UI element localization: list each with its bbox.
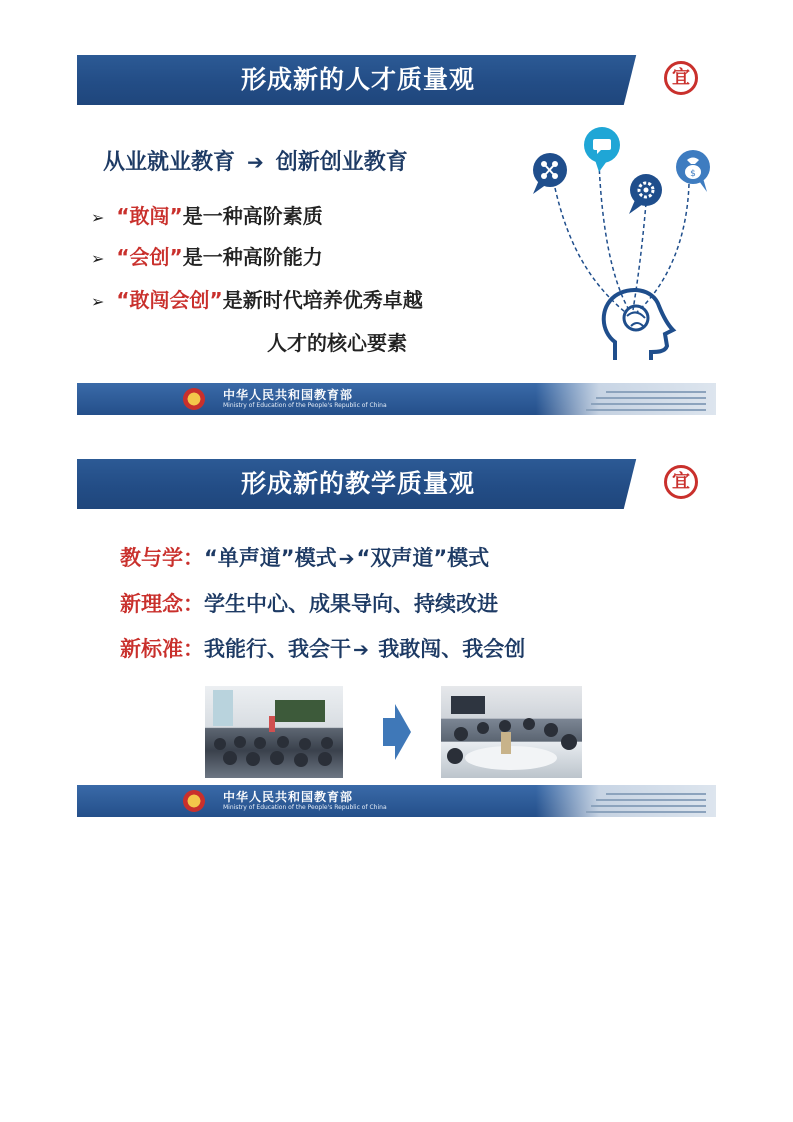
bullet-text: 是一种高阶素质 bbox=[182, 204, 323, 228]
innovation-illustration bbox=[517, 120, 716, 365]
slide-header bbox=[77, 459, 716, 509]
row-label: 新理念： bbox=[120, 592, 204, 616]
right-arrow-icon bbox=[383, 704, 411, 760]
school-logo-icon: 宜 bbox=[664, 61, 698, 95]
footer-ministry-cn: 中华人民共和国教育部 bbox=[223, 790, 354, 804]
bullet-quote: “会创” bbox=[116, 245, 183, 269]
building-image bbox=[536, 785, 716, 817]
national-emblem-icon bbox=[183, 790, 205, 812]
slide-teaching-quality bbox=[77, 459, 716, 817]
chat-icon bbox=[584, 127, 620, 172]
row-label: 新标准： bbox=[120, 637, 204, 661]
main-statement bbox=[103, 145, 408, 176]
teaching-row bbox=[120, 542, 489, 572]
right-arrow-icon: ➔ bbox=[247, 150, 264, 174]
head-icon bbox=[604, 290, 673, 360]
bullet-text: 是新时代培养优秀卓越 bbox=[222, 288, 423, 312]
logo-box bbox=[644, 55, 716, 105]
footer-ministry-en: Ministry of Education of the People's Republic of China bbox=[223, 402, 387, 409]
row-text: 学生中心、成果导向、持续改进 bbox=[204, 592, 498, 616]
row-text-2: 我敢闯、我会创 bbox=[370, 637, 526, 661]
logo-box bbox=[644, 459, 716, 509]
main-to: 创新创业教育 bbox=[275, 150, 408, 175]
ministry-footer bbox=[77, 785, 716, 817]
footer-ministry-cn: 中华人民共和国教育部 bbox=[223, 388, 354, 402]
main-from: 从业就业教育 bbox=[103, 150, 236, 175]
row-text: “单声道”模式 bbox=[204, 546, 337, 570]
bullet-item bbox=[91, 241, 323, 270]
row-label: 教与学： bbox=[120, 546, 204, 570]
group-discussion-photo bbox=[441, 686, 582, 778]
bullet-item bbox=[91, 200, 323, 229]
slide-talent-quality bbox=[77, 55, 716, 415]
bullet-arrow-icon: ➢ bbox=[91, 292, 105, 311]
money-bag-icon bbox=[676, 150, 710, 192]
right-arrow-icon: ➔ bbox=[353, 639, 369, 661]
bullet-arrow-icon: ➢ bbox=[91, 249, 105, 268]
bullet-quote: “敢闯会创” bbox=[116, 288, 223, 312]
bullet-text: 是一种高阶能力 bbox=[182, 245, 323, 269]
school-logo-icon: 宜 bbox=[664, 465, 698, 499]
national-emblem-icon bbox=[183, 388, 205, 410]
svg-text:$: $ bbox=[690, 169, 696, 179]
bullet-continuation: 人才的核心要素 bbox=[267, 331, 407, 355]
row-text-2: “双声道”模式 bbox=[356, 546, 490, 570]
ministry-footer bbox=[77, 383, 716, 415]
bullet-quote: “敢闯” bbox=[116, 204, 183, 228]
gear-icon bbox=[629, 174, 662, 214]
row-text: 我能行、我会干 bbox=[204, 637, 351, 661]
teaching-row bbox=[120, 588, 498, 618]
bullet-item bbox=[91, 284, 423, 313]
molecule-icon bbox=[533, 153, 567, 194]
lecture-classroom-photo bbox=[205, 686, 343, 778]
bullet-arrow-icon: ➢ bbox=[91, 208, 105, 227]
slide-title: 形成新的人才质量观 bbox=[240, 65, 475, 94]
building-image bbox=[536, 383, 716, 415]
footer-ministry-en: Ministry of Education of the People's Republic of China bbox=[223, 804, 387, 811]
right-arrow-icon: ➔ bbox=[338, 548, 355, 570]
slide-header bbox=[77, 55, 716, 105]
slide-title: 形成新的教学质量观 bbox=[240, 469, 475, 498]
teaching-row bbox=[120, 633, 525, 663]
